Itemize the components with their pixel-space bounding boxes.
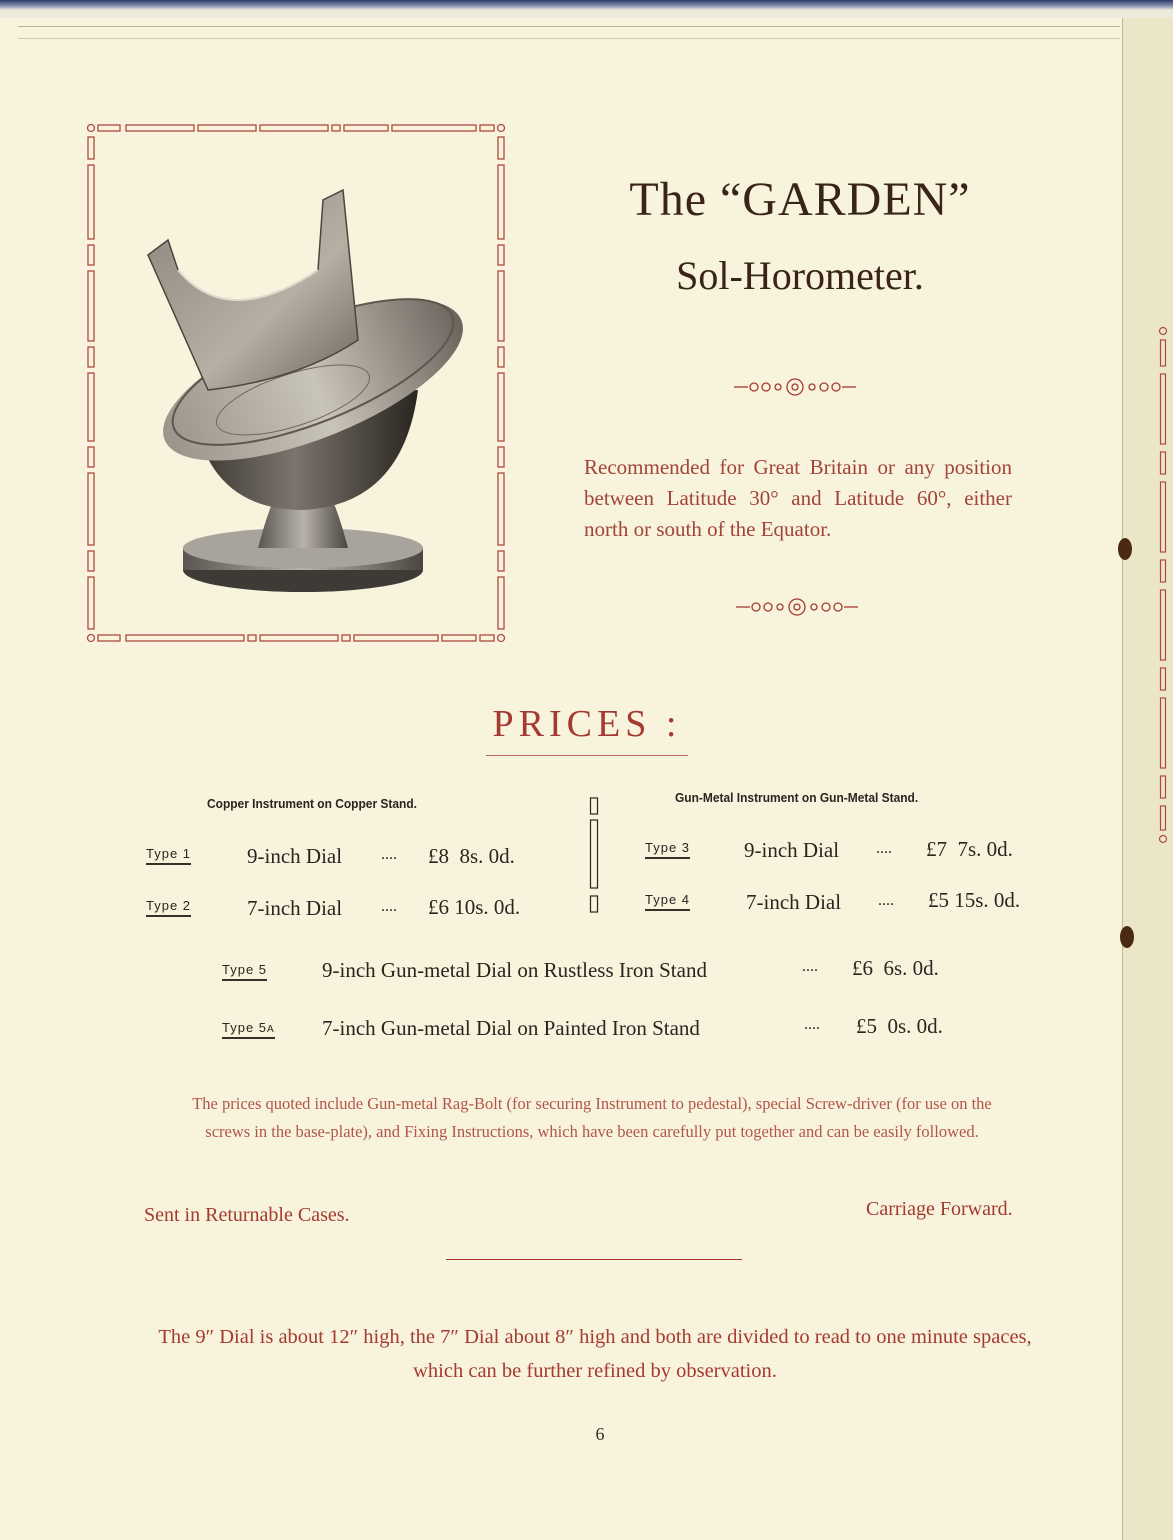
ornament-divider-upper — [732, 376, 858, 398]
facing-page-border — [1158, 326, 1168, 846]
gunmetal-column-heading: Gun-Metal Instrument on Gun-Metal Stand. — [675, 790, 919, 805]
prices-underline — [486, 755, 688, 756]
type-label-suffix: A — [267, 1024, 275, 1035]
price: £5 15s. 0d. — [928, 888, 1021, 912]
top-rule — [18, 26, 1120, 27]
dimensions-note: The 9″ Dial is about 12″ high, the 7″ Dial about 8″ high and both are divided to read to one minute spaces, which can be further refined by observation. — [158, 1326, 1032, 1382]
column-divider — [589, 796, 599, 916]
leader-dots: .... — [381, 898, 397, 915]
type-label: Type 1 — [146, 846, 191, 865]
type-label: Type 3 — [645, 840, 690, 859]
dial-description: 7-inch Gun-metal Dial on Painted Iron Stand — [322, 1016, 700, 1040]
recommendation-text: Recommended for Great Britain or any position between Latitude 30° and Latitude 60°, either north or south of the Equator. — [584, 455, 1012, 541]
ornament-divider-lower — [734, 596, 860, 618]
price: £6 6s. 0d. — [852, 956, 939, 980]
section-rule — [446, 1259, 742, 1260]
shipping-cases: Sent in Returnable Cases. — [144, 1204, 350, 1226]
type-label-main: Type 5 — [222, 962, 268, 977]
binding-hole-upper — [1118, 538, 1132, 560]
top-rule-secondary — [18, 38, 1120, 39]
shipping-carriage: Carriage Forward. — [866, 1198, 1013, 1220]
dial-size: 9-inch Dial — [744, 838, 840, 862]
type-label-main: Type 5 — [222, 1020, 268, 1035]
leader-dots: .... — [878, 892, 894, 909]
price: £5 0s. 0d. — [856, 1014, 943, 1038]
price: £7 7s. 0d. — [926, 837, 1013, 861]
page-number: 6 — [595, 1424, 605, 1444]
copper-column-heading: Copper Instrument on Copper Stand. — [207, 796, 417, 811]
type-label — [222, 1020, 275, 1039]
type-label: Type 4 — [645, 892, 690, 911]
type-label — [222, 962, 267, 981]
dial-description: 9-inch Gun-metal Dial on Rustless Iron Stand — [322, 958, 707, 982]
inclusions-note: The prices quoted include Gun-metal Rag-Bolt (for securing Instrument to pedestal), special Screw-driver (for use on the screws in the base-plate), and Fixing Instructions, which have been carefully put together and can be easily followed. — [192, 1094, 992, 1141]
leader-dots: .... — [876, 840, 892, 857]
leader-dots: .... — [381, 846, 397, 863]
leader-dots: .... — [804, 1016, 820, 1033]
dial-size: 9-inch Dial — [247, 844, 343, 868]
price: £8 8s. 0d. — [428, 844, 515, 868]
page-title: The “GARDEN” — [629, 173, 971, 226]
type-label: Type 2 — [146, 898, 191, 917]
sundial-illustration — [118, 160, 473, 610]
dial-size: 7-inch Dial — [746, 890, 842, 914]
page-top-edge — [0, 0, 1173, 18]
leader-dots: .... — [802, 958, 818, 975]
price: £6 10s. 0d. — [428, 895, 521, 919]
dial-size: 7-inch Dial — [247, 896, 343, 920]
page-subtitle: Sol-Horometer. — [676, 253, 924, 298]
binding-hole-lower — [1120, 926, 1134, 948]
prices-heading: PRICES : — [492, 703, 682, 745]
